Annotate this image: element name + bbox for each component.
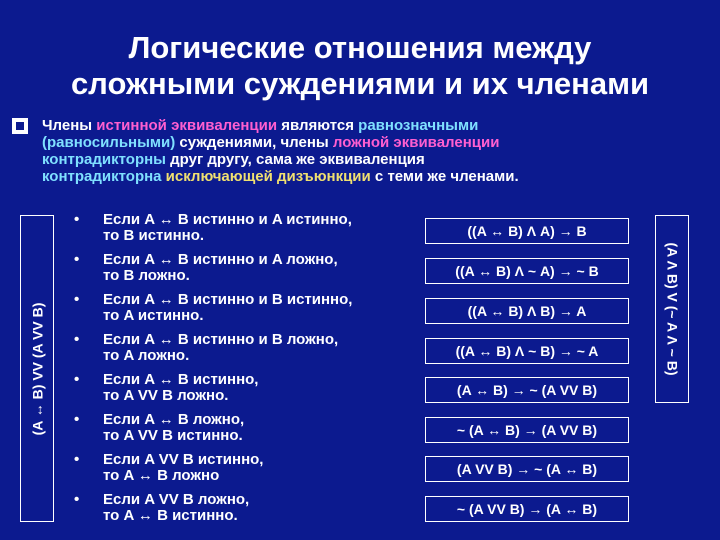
formula-box: (A ↔ B) → ~ (A VV B) bbox=[425, 377, 629, 403]
left-vertical-formula-box bbox=[20, 215, 54, 522]
list-item: • Если A ↔ B истинно и B ложно, то A ложно. bbox=[70, 332, 415, 372]
list-item: • Если A ↔ B истинно и A истинно, то B истинно. bbox=[70, 212, 415, 252]
intro-line-3 bbox=[42, 151, 662, 168]
intro-highlight-contradictory-2: контрадикторна bbox=[42, 168, 162, 185]
intro-line-2 bbox=[42, 134, 662, 151]
list-item: • Если A ↔ B истинно и B истинно, то A истинно. bbox=[70, 292, 415, 332]
formula-box: ((A ↔ B) Λ ~ B) → ~ A bbox=[425, 338, 629, 364]
formula-box: ~ (A VV B) → (A ↔ B) bbox=[425, 496, 629, 522]
intro-highlight-false-equivalence: ложной эквиваленции bbox=[332, 134, 500, 151]
list-item: • Если A ↔ B истинно и A ложно, то B ложно. bbox=[70, 252, 415, 292]
intro-text: с теми же членами. bbox=[370, 168, 519, 185]
intro-highlight-equipotent: (равносильными) bbox=[42, 134, 176, 151]
right-vertical-formula-box bbox=[655, 215, 689, 403]
formula-box: ((A ↔ B) Λ B) → A bbox=[425, 298, 629, 324]
intro-text: являются bbox=[277, 117, 359, 134]
slide-title bbox=[20, 30, 700, 102]
intro-highlight-exclusive-disjunction: исключающей дизъюнкции bbox=[161, 168, 371, 185]
title-line-1: Логические отношения между bbox=[128, 30, 592, 65]
list-item: • Если A VV B ложно, то A ↔ B истинно. bbox=[70, 492, 415, 532]
title-line-2: сложными суждениями и их членами bbox=[70, 66, 650, 101]
list-item: • Если A ↔ B истинно, то A VV B ложно. bbox=[70, 372, 415, 412]
intro-text: Члены bbox=[42, 117, 97, 134]
intro-text: друг другу, сама же эквиваленция bbox=[165, 151, 425, 168]
intro-paragraph bbox=[42, 117, 662, 185]
intro-highlight-true-equivalence: истинной эквиваленции bbox=[96, 117, 278, 134]
formula-box: ((A ↔ B) Λ ~ A) → ~ B bbox=[425, 258, 629, 284]
intro-text: суждениями, члены bbox=[175, 134, 333, 151]
list-item: • Если A ↔ B ложно, то A VV B истинно. bbox=[70, 412, 415, 452]
formula-box: ((A ↔ B) Λ A) → B bbox=[425, 218, 629, 244]
formula-box: ~ (A ↔ B) → (A VV B) bbox=[425, 417, 629, 443]
formula-box: (A VV B) → ~ (A ↔ B) bbox=[425, 456, 629, 482]
left-vertical-formula: (A ↔ B) VV (A VV B) bbox=[29, 302, 45, 435]
intro-highlight-contradictory: контрадикторны bbox=[42, 151, 166, 168]
right-vertical-formula: (A Λ B) V (~ A Λ ~ B) bbox=[664, 242, 681, 376]
list-item: • Если A VV B истинно, то A ↔ B ложно bbox=[70, 452, 415, 492]
intro-highlight-equivalent: равнозначными bbox=[358, 117, 479, 134]
rules-list bbox=[70, 212, 415, 532]
checkbox-bullet-icon bbox=[12, 118, 28, 134]
intro-line-1 bbox=[42, 117, 662, 134]
intro-line-4 bbox=[42, 168, 662, 185]
